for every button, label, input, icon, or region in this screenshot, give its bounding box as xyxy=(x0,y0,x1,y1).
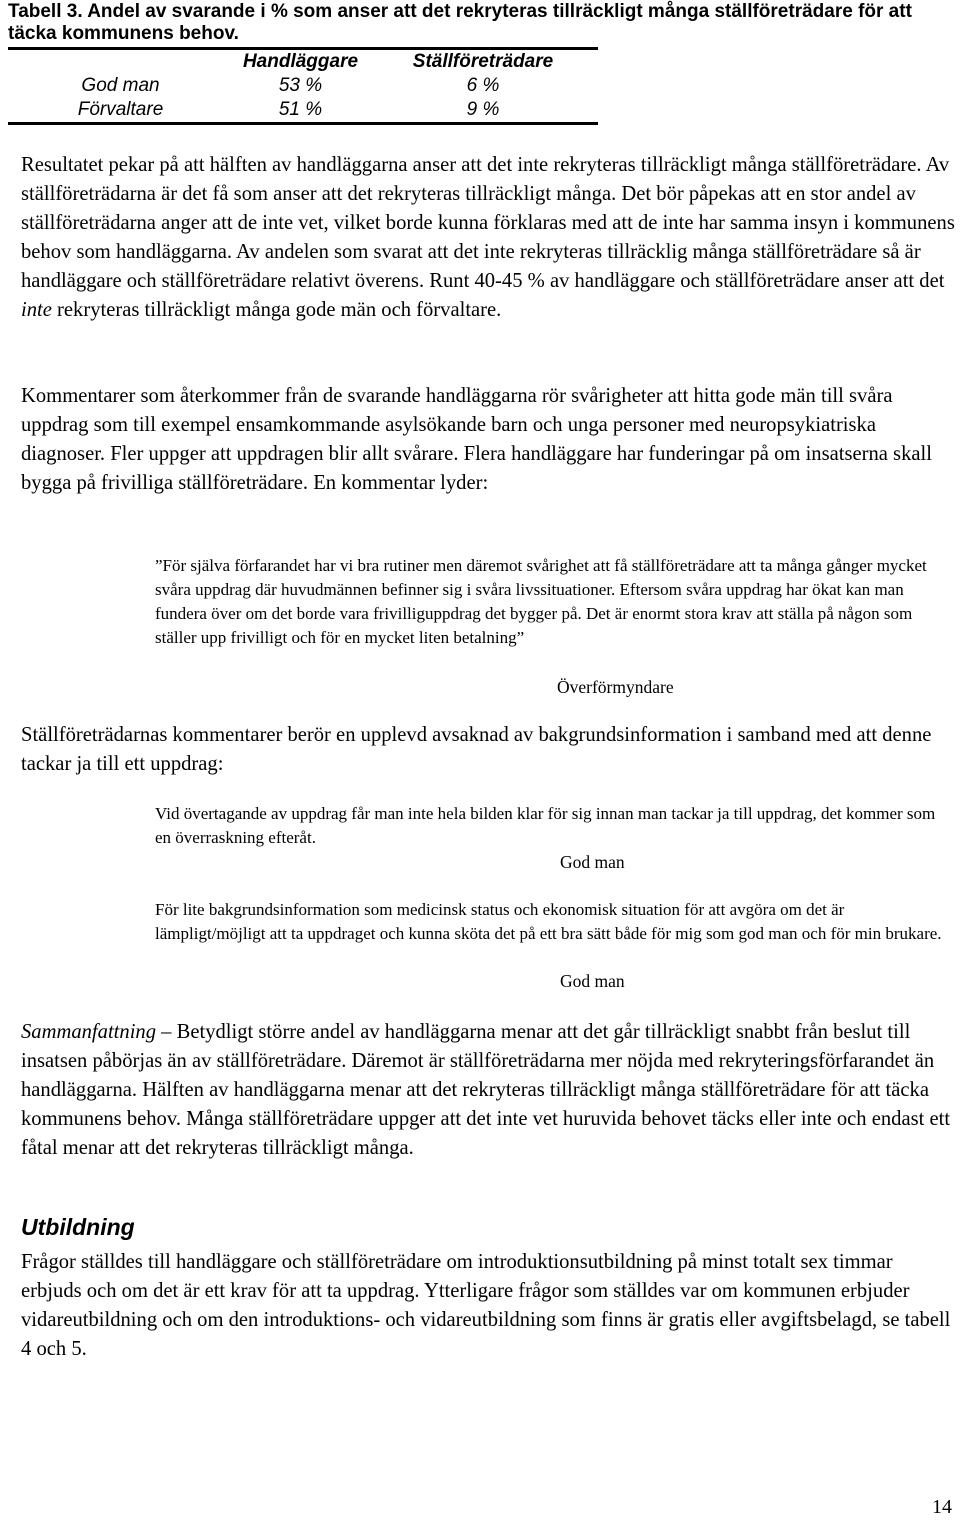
page-number: 14 xyxy=(932,1496,952,1518)
quote-god-man-1: Vid övertagande av uppdrag får man inte hela bilden klar för sig innan man tackar ja till uppdrag, det kommer som en överraskning efteråt. xyxy=(155,804,936,847)
results-text-2: rekryteras tillräckligt många gode män och förvaltare. xyxy=(51,299,502,321)
results-paragraph xyxy=(21,151,956,325)
summary-label: Sammanfattning xyxy=(21,1021,157,1043)
table-header-handlaggare: Handläggare xyxy=(242,51,359,72)
comments-paragraph: Kommentarer som återkommer från de svarande handläggarna rör svårigheter att hitta gode män till svåra uppdrag som till exempel ensamkommande asylsökande barn och unga personer med neuropsykiatriska diagnoser. Fler uppger att uppdragen blir allt svårare. Flera handläggare har funderingar på om insatserna skall bygga på frivilliga ställföreträdare. En kommentar lyder: xyxy=(21,385,932,494)
cell-handlaggare: 51 % xyxy=(278,99,323,120)
quote-attribution: God man xyxy=(560,852,625,872)
section-heading: Utbildning xyxy=(21,1214,135,1240)
results-table xyxy=(8,50,598,122)
table-row xyxy=(8,98,598,122)
table-caption: Tabell 3. Andel av svarande i % som anser att det rekryteras tillräckligt många ställföreträdare för att täcka kommunens behov. xyxy=(8,1,912,44)
row-label: Förvaltare xyxy=(77,99,164,120)
quote-god-man-2: För lite bakgrundsinformation som medicinsk status och ekonomisk situation för att avgöra om det är lämpligt/möjligt att ta uppdraget och kunna sköta det på ett bra sätt både för mig som god man och för min brukare. xyxy=(155,900,942,943)
row-label: God man xyxy=(81,75,160,96)
table-header-empty xyxy=(8,50,233,74)
quote-attribution: Överförmyndare xyxy=(557,677,674,697)
summary-paragraph xyxy=(21,1018,956,1163)
education-paragraph: Frågor ställdes till handläggare och ställföreträdare om introduktionsutbildning på minst totalt sex timmar erbjuds och om det är ett krav för att ta uppdrag. Ytterligare frågor som ställdes var om kommunen erbjuder vidareutbildning och om den introduktions- och vidareutbildning som finns är gratis eller avgiftsbelagd, se tabell 4 och 5. xyxy=(21,1251,951,1360)
quote-overformyndare: ”För själva förfarandet har vi bra rutiner men däremot svårighet att få ställföreträdare att ta många gånger mycket svåra uppdrag där huvudmännen befinner sig i svåra livssituationer. Eftersom svåra uppdrag har ökat kan man fundera över om det borde vara frivilliguppdrag det bygger på. Det är enormt stora krav att ställa på någon som ställer upp frivilligt och för en mycket liten betalning” xyxy=(155,556,927,647)
cell-handlaggare: 53 % xyxy=(278,75,323,96)
emphasis-inte: inte xyxy=(21,299,52,321)
results-text-1: Resultatet pekar på att hälften av handläggarna anser att det inte rekryteras tillräckligt många ställföreträdare. Av ställföreträdarna är det få som anser att det rekryteras tillräckligt många. Det bör påpekas att en stor andel av ställföreträdarna anger att de inte vet, vilket borde kunna förklaras med att de inte har samma insyn i kommunens behov som handläggarna. Av andelen som svarat att det inte rekryteras tillräcklig många ställföreträdare så är handläggare och ställföreträdare relativt överens. Runt 40-45 % av handläggare och ställföreträdare anser att det xyxy=(21,154,955,292)
summary-text: Betydligt större andel av handläggarna menar att det går tillräckligt snabbt från beslut till insatsen påbörjas än av ställföreträdare. Däremot är ställföreträdarna mer nöjda med rekryteringsförfarandet än handläggarna. Hälften av handläggarna menar att det rekryteras tillräckligt många ställföreträdare för att täcka kommunens behov. Många ställföreträdare uppger att det inte vet huruvida behovet täcks eller inte och endast ett fåtal menar att det rekryteras tillräckligt många. xyxy=(21,1021,951,1159)
table-header-stallforetradare: Ställföreträdare xyxy=(412,51,554,72)
table-header-row xyxy=(8,50,598,74)
guardians-paragraph: Ställföreträdarnas kommentarer berör en upplevd avsaknad av bakgrundsinformation i samband med att denne tackar ja till ett uppdrag: xyxy=(21,724,932,775)
summary-dash: – xyxy=(156,1021,177,1043)
table-bottom-rule xyxy=(8,122,598,125)
cell-stallforetradare: 9 % xyxy=(466,99,500,120)
cell-stallforetradare: 6 % xyxy=(466,75,500,96)
quote-attribution: God man xyxy=(560,971,625,991)
table-3 xyxy=(8,47,598,125)
table-row xyxy=(8,74,598,98)
